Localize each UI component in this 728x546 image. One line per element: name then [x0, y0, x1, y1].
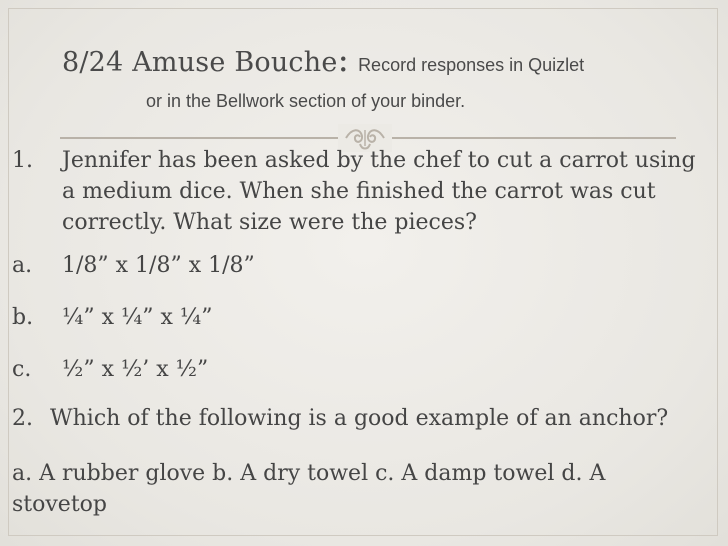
title-subtitle-line2: or in the Bellwork section of your binder. [146, 91, 466, 111]
question-text: Which of the following is a good example of an anchor? [50, 406, 669, 431]
option-letter: b. [12, 305, 34, 330]
slide-title [62, 40, 584, 80]
question-2 [12, 406, 668, 431]
question-text: Jennifer has been asked by the chef to cut a carrot using a medium dice. When she finished the carrot was cut correctly. What size were the pieces? [62, 148, 696, 235]
option-b [12, 305, 213, 330]
title-colon: : [337, 40, 349, 80]
question-number: 2. [12, 406, 33, 431]
option-text: 1/8” x 1/8” x 1/8” [62, 253, 255, 278]
question-number: 1. [12, 148, 33, 173]
option-text: ½” x ½’ x ½” [62, 357, 209, 382]
option-a [12, 253, 255, 278]
question-2-answers: a. A rubber glove b. A dry towel c. A damp towel d. A stovetop [12, 461, 606, 517]
title-date-heading: 8/24 Amuse Bouche [62, 47, 338, 78]
option-c [12, 357, 208, 382]
option-letter: a. [12, 253, 33, 278]
option-letter: c. [12, 357, 32, 382]
option-text: ¼” x ¼” x ¼” [62, 305, 213, 330]
title-subtitle-line1: Record responses in Quizlet [358, 55, 585, 75]
